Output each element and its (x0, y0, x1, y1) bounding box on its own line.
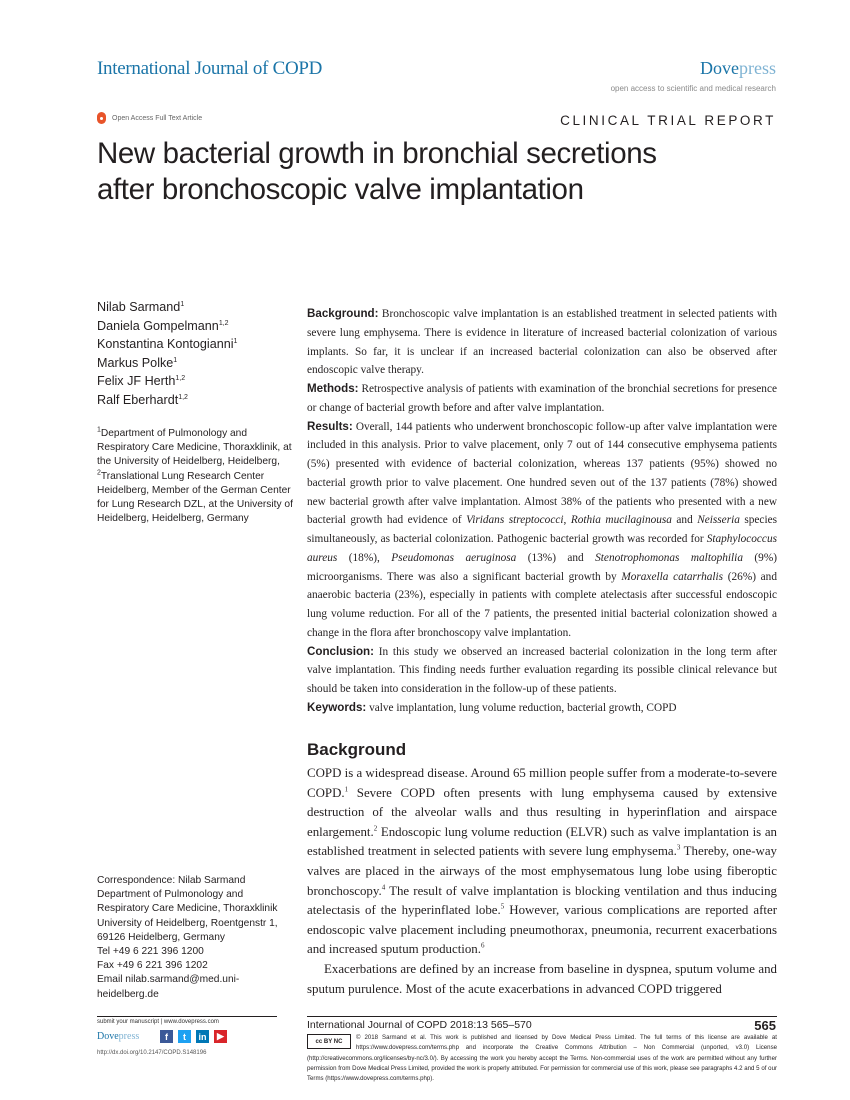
abstract-label: Background: (307, 307, 379, 320)
author-text: Felix JF Herth (97, 374, 176, 389)
author-text: Ralf Eberhardt (97, 392, 179, 407)
affiliation-superscript: 1 (180, 300, 185, 308)
text-run: Endoscopic lung volume reduction (ELVR) such as valve implantation is an established treatment in selected patients with severe lung emphysema. (307, 824, 777, 859)
italic-text: Pseudomonas aeruginosa (391, 551, 517, 564)
reference-superscript: 3 (676, 844, 681, 853)
author-name (97, 317, 237, 336)
text-run: (13%) and (516, 551, 596, 564)
abstract-label: Keywords: (307, 700, 367, 714)
text-run: COPD is a widespread disease. Around 65 million people suffer from a moderate-to-severe COPD. (307, 766, 777, 800)
journal-name: International Journal of COPD (97, 58, 323, 79)
title-line: after bronchoscopic valve implantation (97, 173, 584, 206)
text-run: , (563, 514, 571, 527)
facebook-icon[interactable]: f (160, 1030, 173, 1043)
correspondence-line: Fax +49 6 221 396 1202 (97, 960, 208, 972)
text-run: species simultaneously, as bacterial colonization. Pathogenic bacterial growth was recorded for (307, 514, 777, 545)
footer-publisher-logo (97, 1031, 139, 1042)
italic-text: Staphylococcus aureus (307, 533, 777, 564)
correspondence-line: Email nilab.sarmand@med.uni-heidelberg.de (97, 974, 240, 1000)
page-number: 565 (754, 1018, 776, 1033)
reference-superscript: 2 (373, 824, 378, 833)
abstract-label: Results: (307, 419, 353, 433)
text-run: Department of Pulmonology and Respiratory Care Medicine, Thoraxklinik, at the University of Heidelberg, Heidelberg, (97, 428, 292, 468)
abstract-paragraph (307, 699, 777, 718)
open-access-label (97, 112, 202, 124)
footer-divider-right (307, 1016, 777, 1017)
text-run: Retrospective analysis of patients with examination of the bronchial secretions for presence or change of bacterial growth before and after valve implantation. (307, 383, 777, 414)
text-run: (9%) microorganisms. There was also a significant bacterial growth by (307, 551, 777, 583)
publisher-logo (700, 58, 776, 79)
text-run: Exacerbations are defined by an increase from baseline in dyspnea, sputum volume and sputum purulence. Most of the acute exacerbations in advanced COPD triggered (307, 961, 777, 996)
doi-link[interactable]: http://dx.doi.org/10.2147/COPD.S148196 (97, 1050, 207, 1056)
text-run: Bronchoscopic valve implantation is an established treatment in selected patients with severe lung emphysema. There is evidence in literature of increased bacterial colonization of various implants. So far, it is unclear if an increased bacterial colonization can also be observed after endoscopic valve therapy. (307, 308, 777, 377)
text-run: However, various complications are reported after endoscopic valve placement including pneumothorax, pneumonia, recurrent exacerbations and increased sputum production. (307, 903, 777, 957)
text-run: Thereby, one-way valves are placed in the airways of the most emphysematous lung lobe using fiberoptic bronchoscopy. (307, 844, 777, 898)
body-text (307, 764, 777, 999)
affiliation-superscript: 1 (233, 338, 238, 345)
open-access-lock-icon (97, 112, 106, 124)
footer-publisher-suffix: press (118, 1031, 140, 1042)
italic-text: Rothia mucilaginousa (570, 514, 672, 527)
author-name (97, 298, 237, 317)
youtube-icon[interactable]: ▶ (214, 1030, 227, 1043)
text-run: (26%) and anaerobic bacteria (23%), especially in patients with complete atelectasis after successful endoscopic lung volume reduction. For all of the 7 patients, the presented initial bacterial colonization showed a change in the flora after bronchoscopy valve implantation. (307, 570, 777, 639)
author-name (97, 354, 237, 373)
footer-publisher-main: Dove (97, 1031, 119, 1042)
author-text: Daniela Gompelmann (97, 318, 219, 333)
footer-citation: International Journal of COPD 2018:13 565–570 (307, 1019, 532, 1031)
open-access-text: Open Access Full Text Article (112, 114, 203, 122)
italic-text: Neisseria (697, 514, 740, 527)
text-run: In this study we observed an increased bacterial colonization in the long term after valve implantation. This finding needs further evaluation regarding its possible clinical relevance but should be taken into consideration in the follow-up of these patients. (307, 645, 777, 695)
creative-commons-badge-icon: cc BY NC (307, 1034, 351, 1049)
affiliation-superscript: 1 (173, 356, 178, 364)
abstract-paragraph (307, 305, 777, 380)
text-run: Translational Lung Research Center Heidelberg, Member of the German Center for Lung Research DZL, at the University of Heidelberg, Heidelberg, Germany (97, 470, 293, 525)
reference-superscript: 6 (480, 942, 485, 951)
text-run: Severe COPD often presents with lung emphysema caused by extensive destruction of the alveolar walls and thus resulting in hyperinflation and airspace enlargement. (307, 785, 777, 839)
text-run: Overall, 144 patients who underwent bronchoscopic follow-up after valve implantation were included in this analysis. Prior to valve placement, only 7 out of 144 consecutive emphysema patients (5%) presented with evidence of bacterial colonization, whereas 137 patients (95%) showed no bacterial growth prior to valve placement. One hundred seven out of the 137 patients (78%) showed new bacterial growth after valve implantation. Almost 38% of the patients who presented with a new bacterial growth had evidence of (307, 420, 777, 527)
abstract-label: Methods: (307, 382, 359, 395)
abstract-label: Conclusion: (307, 644, 374, 658)
publisher-main: Dove (700, 58, 739, 78)
title-line: New bacterial growth in bronchial secretions (97, 137, 657, 170)
reference-superscript: 1 (344, 785, 349, 794)
reference-superscript: 4 (381, 883, 386, 892)
author-text: Markus Polke (97, 355, 174, 370)
linkedin-icon[interactable]: in (196, 1030, 209, 1043)
italic-text: Viridans streptococci (466, 514, 564, 527)
affiliation-superscript: 1,2 (218, 319, 229, 327)
twitter-icon[interactable]: t (178, 1030, 191, 1043)
reference-superscript: 5 (500, 902, 505, 911)
article-title (97, 136, 797, 208)
abstract-paragraph (307, 380, 777, 418)
author-name (97, 372, 237, 391)
abstract-paragraph (307, 643, 777, 699)
correspondence-line: Department of Pulmonology and Respiratory Care Medicine, Thoraxklinik (97, 889, 278, 915)
correspondence (97, 874, 297, 1002)
publisher-suffix: press (739, 58, 776, 78)
license-block (307, 1033, 777, 1084)
reference-superscript: 2 (97, 469, 101, 477)
italic-text: Moraxella catarrhalis (621, 570, 724, 583)
affiliation-superscript: 1,2 (178, 393, 188, 401)
reference-superscript: 1 (97, 426, 101, 434)
author-text: Nilab Sarmand (97, 300, 181, 314)
author-text: Konstantina Kontogianni (97, 337, 234, 352)
section-heading-background: Background (307, 740, 407, 759)
body-paragraph (307, 960, 777, 999)
abstract (307, 305, 777, 718)
correspondence-line: University of Heidelberg, Roentgenstr 1, 69126 Heidelberg, Germany (97, 917, 278, 943)
text-run: The result of valve implantation is blocking ventilation and thus inducing atelectasis of the hyperinflated lobe. (307, 883, 777, 918)
body-paragraph (307, 764, 777, 960)
social-links (160, 1030, 227, 1043)
correspondence-line: Correspondence: Nilab Sarmand (97, 875, 246, 886)
affiliations (97, 427, 297, 526)
text-run: and (671, 514, 698, 527)
text-run: (18%), (337, 551, 392, 564)
text-run: valve implantation, lung volume reduction, bacterial growth, COPD (366, 701, 677, 714)
submit-manuscript-link[interactable]: submit your manuscript | www.dovepress.com (97, 1019, 219, 1025)
affiliation-superscript: 1,2 (175, 375, 186, 383)
footer-divider-left (97, 1016, 277, 1017)
article-type: CLINICAL TRIAL REPORT (560, 113, 776, 128)
abstract-paragraph (307, 418, 777, 643)
author-name (97, 335, 237, 354)
publisher-tagline: open access to scientific and medical research (610, 84, 776, 93)
license-text: © 2018 Sarmand et al. This work is published and licensed by Dove Medical Press Limited. The full terms of this license are available at https://www.dovepress.com/terms.php and incorporate the Creative Commons Attribution – Non Commercial (unported, v3.0) License (http://creativecommons.org/licenses/by-nc/3.0/). By accessing the work you hereby accept the Terms. Non-commercial uses of the work are permitted without any further permission from Dove Medical Press Limited, provided the work is properly attributed. For permission for commercial use of this work, please see paragraphs 4.2 and 5 of our Terms (https://www.dovepress.com/terms.php). (307, 1034, 777, 1083)
italic-text: Stenotrophomonas maltophilia (595, 551, 743, 564)
author-list (97, 298, 237, 410)
author-name (97, 391, 237, 410)
correspondence-line: Tel +49 6 221 396 1200 (97, 946, 204, 958)
